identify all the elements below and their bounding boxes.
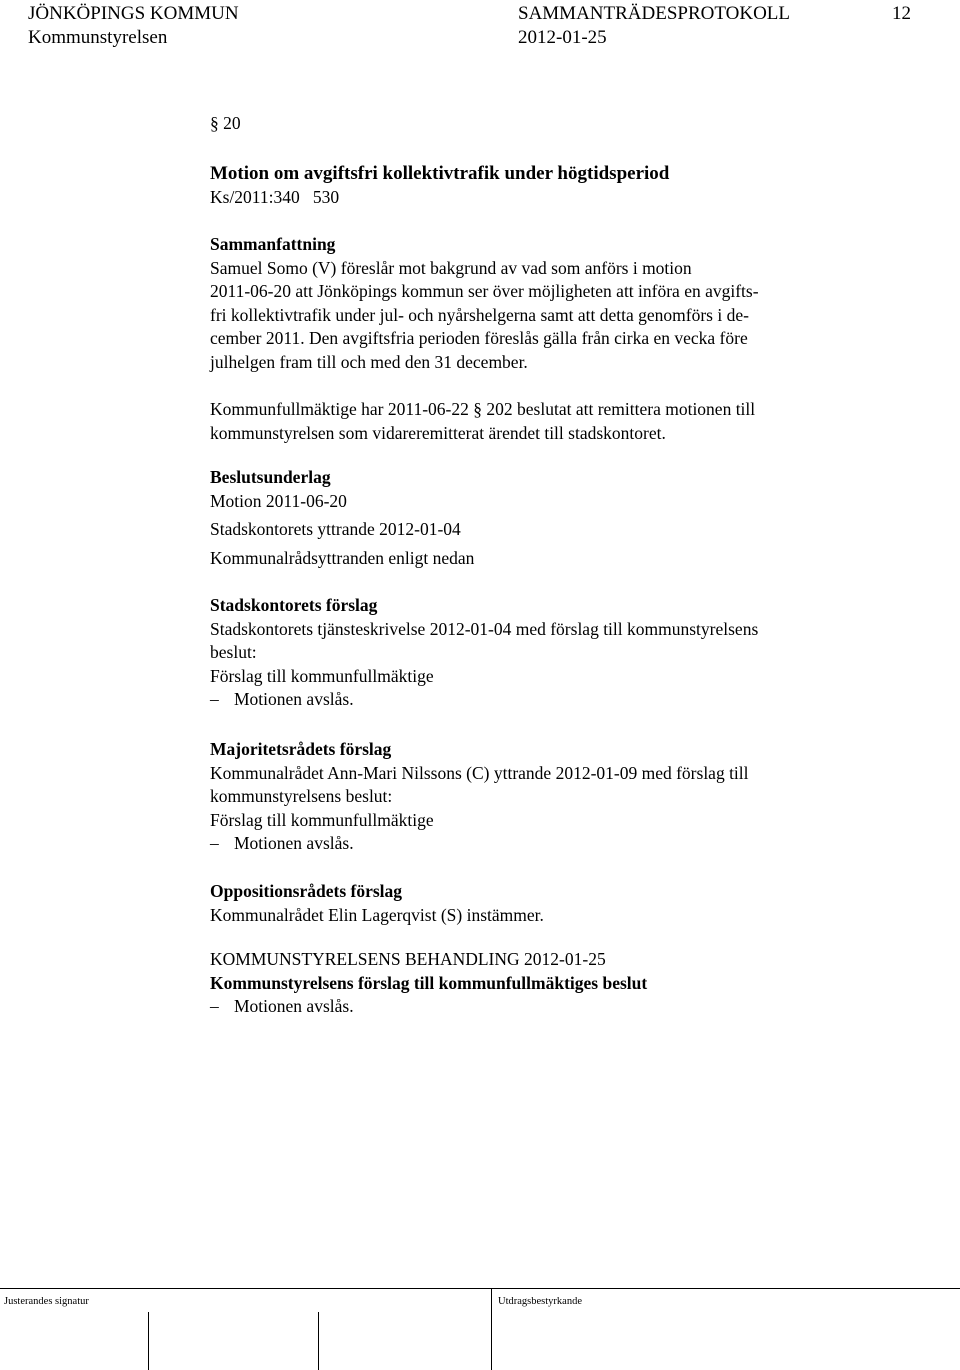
council-symbol: § [473, 399, 483, 419]
section-number [210, 112, 241, 136]
council-block [210, 398, 755, 445]
header-date: 2012-01-25 [518, 27, 607, 48]
signature-box-divider [491, 1288, 492, 1370]
summary-line: julhelgen fram till och med den 31 december. [210, 351, 528, 372]
majority-line: Kommunalrådet Ann-Mari Nilssons (C) yttrande 2012-01-09 med förslag till [210, 762, 749, 783]
case-number: Ks/2011:340 530 [210, 186, 340, 207]
basis-item: Kommunalrådsyttranden enligt nedan [210, 547, 475, 568]
section-number-value: 20 [223, 113, 241, 133]
treatment-line: KOMMUNSTYRELSENS BEHANDLING 2012-01-25 [210, 949, 606, 969]
summary-line: 2011-06-20 att Jönköpings kommun ser över möjligheten att införa en avgifts- [210, 281, 759, 301]
city-office-block [210, 594, 758, 712]
city-office-line: beslut: [210, 642, 257, 662]
dash-bullet: – [210, 833, 219, 853]
summary-line: Samuel Somo (V) föreslår mot bakgrund av vad som anförs i motion [210, 257, 692, 278]
majority-heading: Majoritetsrådets förslag [210, 739, 392, 759]
footer-signature-label: Justerandes signatur [4, 1296, 89, 1307]
city-office-decision [210, 688, 758, 712]
basis-block [210, 466, 474, 570]
majority-line: kommunstyrelsens beslut: [210, 786, 393, 806]
summary-line: cember 2011. Den avgiftsfria perioden föreslås gälla från cirka en vecka före [210, 328, 748, 348]
decision-text: Motionen avslås. [234, 833, 354, 853]
city-office-line: Stadskontorets tjänsteskrivelse 2012-01-04 med förslag till kommunstyrelsens [210, 618, 759, 639]
majority-block [210, 738, 749, 856]
treatment-heading: Kommunstyrelsens förslag till kommunfullmäktiges beslut [210, 972, 648, 993]
council-line-pre: Kommunfullmäktige har 2011-06-22 [210, 399, 469, 419]
council-line: kommunstyrelsen som vidareremitterat ärendet till stadskontoret. [210, 422, 666, 443]
opposition-heading: Oppositionsrådets förslag [210, 881, 403, 901]
council-line [210, 398, 755, 422]
header-org: JÖNKÖPINGS KOMMUN [28, 3, 239, 24]
section-header [210, 162, 669, 209]
majority-line: Förslag till kommunfullmäktige [210, 809, 434, 830]
treatment-decision [210, 995, 647, 1019]
summary-block [210, 233, 759, 374]
signature-box-divider [318, 1312, 319, 1370]
opposition-line: Kommunalrådet Elin Lagerqvist (S) instämmer. [210, 904, 544, 925]
dash-bullet: – [210, 689, 219, 709]
footer-rule [0, 1288, 960, 1289]
header-doc-type: SAMMANTRÄDESPROTOKOLL [518, 3, 791, 24]
summary-heading: Sammanfattning [210, 234, 336, 254]
basis-item: Motion 2011-06-20 [210, 490, 347, 511]
footer-extract-label: Utdragsbestyrkande [498, 1296, 582, 1307]
header-board: Kommunstyrelsen [28, 27, 168, 48]
summary-line: fri kollektivtrafik under jul- och nyårshelgerna samt att detta genomförs i de- [210, 304, 749, 325]
decision-text: Motionen avslås. [234, 689, 354, 709]
dash-bullet: – [210, 996, 219, 1016]
section-title: Motion om avgiftsfri kollektivtrafik under högtidsperiod [210, 163, 670, 184]
basis-heading: Beslutsunderlag [210, 467, 331, 487]
signature-box-divider [148, 1312, 149, 1370]
council-line-post: 202 beslutat att remittera motionen till [486, 399, 756, 419]
city-office-line: Förslag till kommunfullmäktige [210, 665, 434, 686]
majority-decision [210, 832, 749, 856]
header-page-number: 12 [892, 3, 911, 24]
treatment-block [210, 948, 647, 1019]
city-office-heading: Stadskontorets förslag [210, 595, 378, 615]
section-symbol: § [210, 113, 219, 133]
opposition-block [210, 880, 544, 927]
decision-text: Motionen avslås. [234, 996, 354, 1016]
basis-item: Stadskontorets yttrande 2012-01-04 [210, 519, 461, 539]
